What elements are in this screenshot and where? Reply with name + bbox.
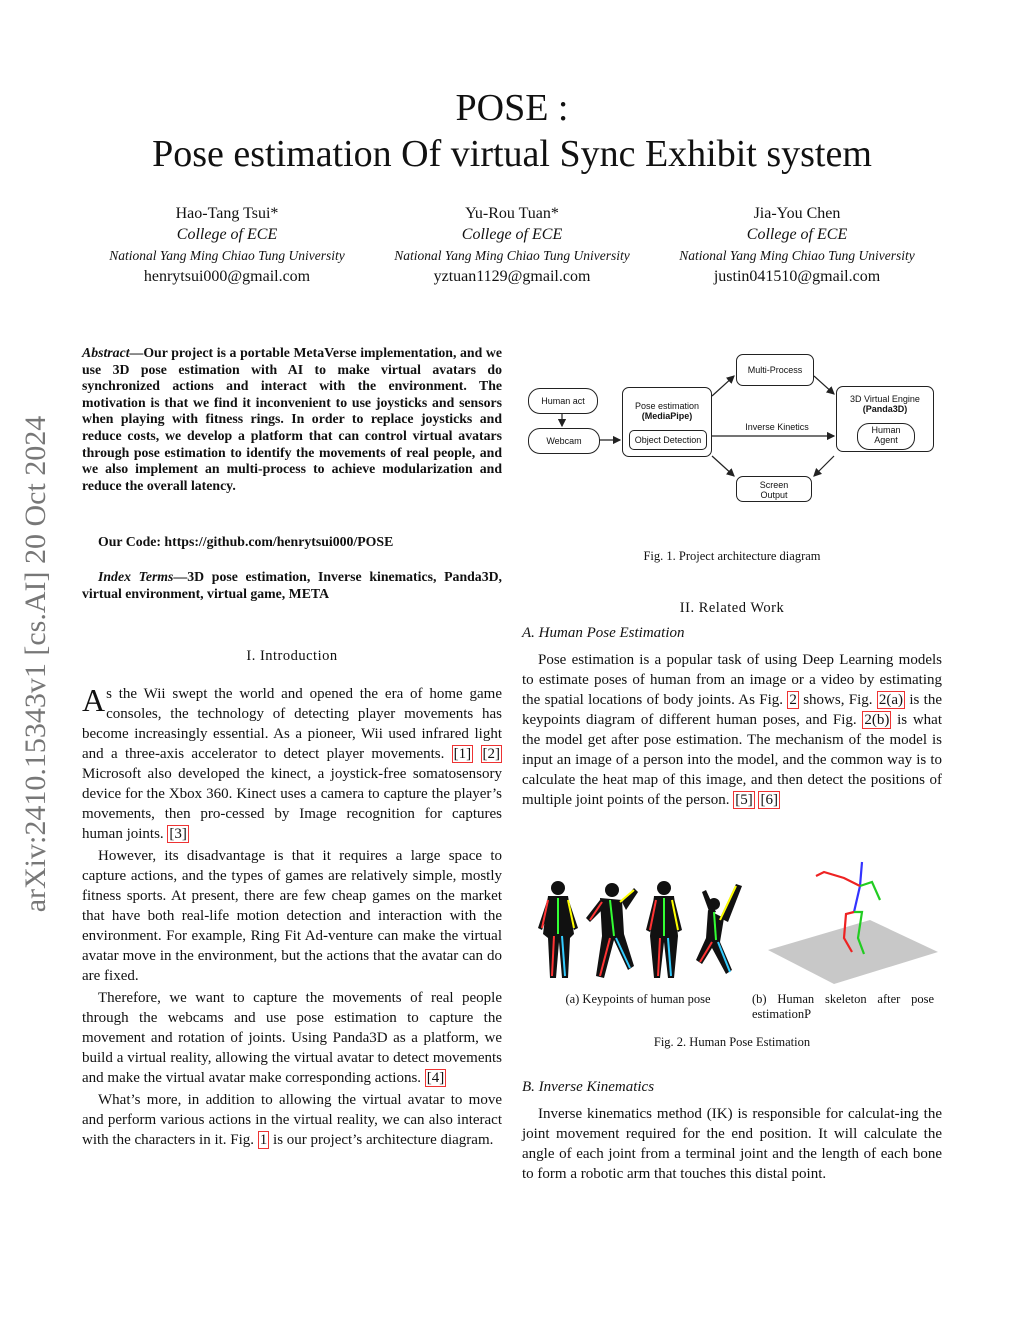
author-email: yztuan1129@gmail.com (433, 268, 591, 285)
figure-2b-subcaption: (b) Human skeleton after pose estimationP (752, 992, 934, 1021)
index-terms (82, 568, 502, 602)
intro-p3-text: Therefore, we want to capture the movements of real people through the webcams and use pose estimation to capture the movement and rotation of joints. Using Panda3D as a platform, we build a virtual reality, allowing the virtual avatar to detect movements and make the virtual avatar make corresponding actions. (82, 990, 502, 1086)
figure-1-architecture-diagram (522, 348, 942, 508)
code-link-line: Our Code: https://github.com/henrytsui000/POSE (98, 534, 394, 549)
intro-p1-text-a: s the Wii swept the world and opened the era of home game consoles, the technology of detecting player movements has become increasingly essential. As a pioneer, Wii used infrared light and a three-axis accelerator to detect player movements. (82, 686, 502, 762)
author-block-1 (82, 203, 372, 287)
introduction-body (82, 684, 502, 1150)
human-keypoint-silhouettes (530, 878, 750, 982)
author-block-3 (652, 203, 942, 287)
figure-2b-skeleton-image (762, 856, 942, 988)
author-name: Hao-Tang Tsui* (175, 205, 279, 222)
node-screen-output (736, 476, 812, 502)
related-work-paragraph-b (522, 1104, 942, 1184)
screen-label: Screen (759, 480, 789, 490)
author-university: National Yang Ming Chiao Tung University (394, 248, 630, 263)
arrow-engine-to-screen (814, 456, 834, 476)
node-3d-virtual-engine (836, 386, 934, 452)
node-human-act: Human act (528, 388, 598, 414)
citation-link-1[interactable]: [1] (453, 746, 472, 762)
inverse-kinetics-label: Inverse Kinetics (745, 422, 809, 432)
panda3d-label: (Panda3D) (862, 404, 908, 414)
author-name: Jia-You Chen (753, 205, 841, 222)
node-human-agent (857, 423, 915, 450)
node-object-detection: Object Detection (629, 430, 707, 450)
paper-title-line1: POSE : (455, 87, 569, 129)
citation-link-5[interactable]: [5] (735, 792, 753, 808)
agent-label: Agent (874, 435, 898, 445)
intro-paragraph-3 (82, 988, 502, 1088)
drop-cap: A (82, 682, 106, 718)
virtual-engine-label: 3D Virtual Engine (850, 394, 920, 404)
arxiv-side-label (14, 364, 58, 964)
arrow-multiprocess-to-engine (814, 376, 834, 394)
output-label: Output (760, 490, 788, 500)
intro-p1-text-b: Microsoft also developed the kinect, a joystick-free somatosensory device for the Xbox 360. Kinect uses a camera to capture the player’s movements, then pro-cessed by Image recognition for captures human joints. (82, 766, 502, 842)
arrow-pose-to-multiprocess (712, 376, 734, 396)
subsection-heading-human-pose-estimation: A. Human Pose Estimation (522, 625, 685, 641)
subsection-heading-inverse-kinematics: B. Inverse Kinematics (522, 1079, 655, 1095)
figure-link-2b[interactable]: 2(b) (864, 712, 890, 728)
related-pa-text-1: Pose estimation is a popular task of using Deep Learning models to estimate poses of human from an image or a video by estimating the spatial locations of body joints. As Fig. (522, 652, 942, 708)
human-label: Human (871, 425, 901, 435)
author-email: justin041510@gmail.com (713, 268, 881, 285)
author-email: henrytsui000@gmail.com (143, 268, 311, 285)
ground-plane (768, 920, 938, 984)
figure-2a-subcaption: (a) Keypoints of human pose (565, 992, 711, 1006)
author-university: National Yang Ming Chiao Tung University (679, 248, 915, 263)
node-multi-process: Multi-Process (736, 354, 814, 386)
citation-link-6[interactable]: [6] (760, 792, 778, 808)
figure-link-2a[interactable]: 2(a) (878, 692, 904, 708)
author-college: College of ECE (746, 226, 848, 243)
intro-paragraph-4 (82, 1090, 502, 1150)
figure-2-caption: Fig. 2. Human Pose Estimation (653, 1035, 811, 1049)
figure-link-2[interactable]: 2 (789, 692, 797, 708)
skeleton-on-ground-plane (762, 856, 942, 988)
index-terms-label: Index Terms (98, 569, 174, 584)
figure-1-caption: Fig. 1. Project architecture diagram (643, 549, 821, 563)
abstract-text: —Our project is a portable MetaVerse implementation, and we use 3D pose estimation with AI to make virtual avatars do synchronized actions and interact with the environment. The motivation is that we find it inconvenient to use joysticks and sensors when playing with fitness rings. In order to replace joysticks and reduce costs, we develop a platform that can control virtual avatars through pose estimation to identify the movements of real people, and we also implement an multi-process to achieve modularization and reduce the overall latency. (82, 345, 502, 493)
intro-paragraph-2: However, its disadvantage is that it requires a large space to capture actions, and the types of games are relatively simple, mostly fitness sports. At present, there are few cheap games on the market that have both real-life motion detection and interaction with the environment. For example, Ring Fit Ad-venture can make the virtual avatar move in the environment, but the actions that the avatar can do are fixed. (82, 848, 502, 984)
author-college: College of ECE (176, 226, 278, 243)
citation-link-4[interactable]: [4] (426, 1070, 445, 1086)
paper-title-line2: Pose estimation Of virtual Sync Exhibit system (152, 133, 872, 175)
related-pa-text-2: shows, Fig. (798, 692, 877, 708)
mediapipe-label: (MediaPipe) (641, 411, 693, 421)
citation-link-2[interactable]: [2] (482, 746, 500, 762)
abstract (82, 345, 502, 494)
abstract-label: Abstract (82, 345, 130, 360)
related-work-paragraph-a (522, 650, 942, 810)
citation-link-3[interactable]: [3] (169, 826, 187, 842)
index-terms-text: —3D pose estimation, Inverse kinematics, Panda3D, virtual environment, virtual game, META (82, 569, 503, 601)
node-webcam: Webcam (528, 428, 600, 454)
arxiv-id-text: arXiv:2410.15343v1 [cs.AI] 20 Oct 2024 (19, 415, 52, 913)
intro-p4-text-a: What’s more, in addition to allowing the virtual avatar to move and perform various actions in the virtual reality, we can also interact with the characters in it. Fig. (82, 1092, 502, 1148)
figure-2a-keypoints-image (530, 878, 750, 982)
section-heading-introduction: I. Introduction (246, 648, 338, 664)
related-pa-text-4: is what the model get after pose estimation. The mechanism of the model is input an image of a person into the model, and the common way is to calculate the heat map of this image, and then detect the positions of multiple joint points of the person. (522, 712, 942, 808)
arrow-pose-to-screen (712, 456, 734, 476)
figure-link-1[interactable]: 1 (259, 1132, 268, 1148)
section-heading-related-work: II. Related Work (679, 600, 785, 616)
node-pose-estimation-group (622, 387, 712, 457)
ik-paragraph-text: Inverse kinematics method (IK) is responsible for calculat-ing the joint movement required for the end position. It will calculate the angle of each joint from a terminal joint and the length of each bone to form a robotic arm that touches this distal point. (522, 1106, 942, 1182)
author-name: Yu-Rou Tuan* (465, 205, 559, 222)
pose-estimation-label: Pose estimation (634, 401, 700, 411)
author-block-2 (367, 203, 657, 287)
author-college: College of ECE (461, 226, 563, 243)
intro-p4-text-b: is our project’s architecture diagram. (269, 1132, 494, 1148)
intro-paragraph-1 (82, 684, 502, 844)
author-university: National Yang Ming Chiao Tung University (109, 248, 345, 263)
related-pa-text-3: is the keypoints diagram of different human poses, and Fig. (522, 692, 942, 728)
